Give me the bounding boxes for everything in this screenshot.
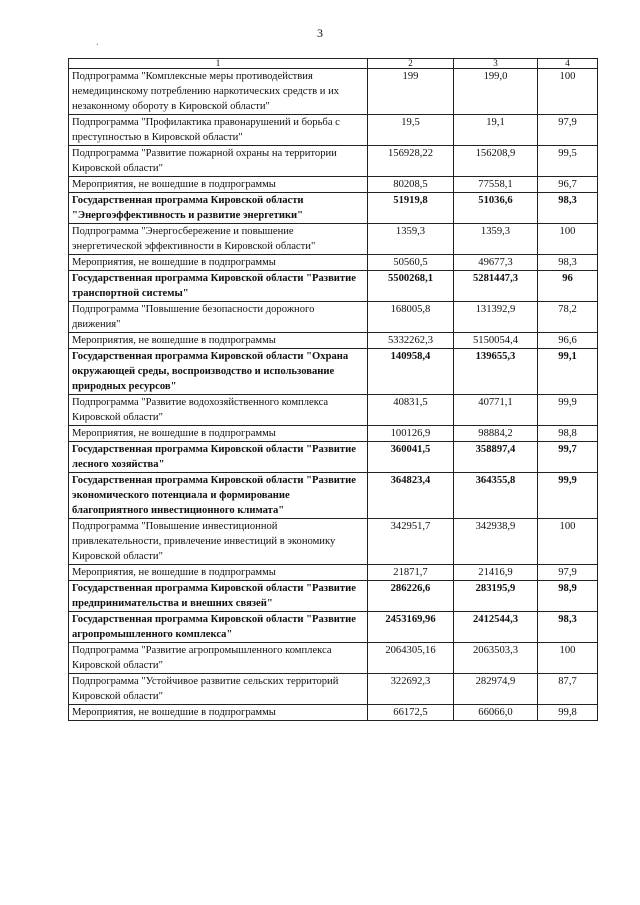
percent-cell: 99,7 (538, 442, 598, 473)
table-row (69, 395, 598, 426)
table-row (69, 271, 598, 302)
table-row (69, 426, 598, 442)
percent-cell: 96,7 (538, 177, 598, 193)
actual-value-cell: 40771,1 (454, 395, 538, 426)
actual-value-cell: 358897,4 (454, 442, 538, 473)
actual-value-cell: 19,1 (454, 115, 538, 146)
actual-value-cell: 342938,9 (454, 519, 538, 565)
percent-cell: 98,3 (538, 193, 598, 224)
table-row (69, 612, 598, 643)
program-name-cell: Подпрограмма "Повышение инвестиционной привлекательности, привлечение инвестиций в экономику Кировской области" (69, 519, 368, 565)
program-name-cell: Мероприятия, не вошедшие в подпрограммы (69, 255, 368, 271)
table-row (69, 224, 598, 255)
program-name-cell: Государственная программа Кировской области "Развитие транспортной системы" (69, 271, 368, 302)
actual-value-cell: 5281447,3 (454, 271, 538, 302)
column-header-3: 3 (454, 59, 538, 69)
table-row (69, 442, 598, 473)
actual-value-cell: 2063503,3 (454, 643, 538, 674)
actual-value-cell: 1359,3 (454, 224, 538, 255)
percent-cell: 100 (538, 519, 598, 565)
planned-value-cell: 322692,3 (368, 674, 454, 705)
table-row (69, 519, 598, 565)
page-number: 3 (317, 26, 323, 40)
planned-value-cell: 21871,7 (368, 565, 454, 581)
planned-value-cell: 100126,9 (368, 426, 454, 442)
actual-value-cell: 98884,2 (454, 426, 538, 442)
planned-value-cell: 2064305,16 (368, 643, 454, 674)
planned-value-cell: 342951,7 (368, 519, 454, 565)
actual-value-cell: 51036,6 (454, 193, 538, 224)
actual-value-cell: 156208,9 (454, 146, 538, 177)
program-name-cell: Мероприятия, не вошедшие в подпрограммы (69, 565, 368, 581)
percent-cell: 99,1 (538, 349, 598, 395)
table-row (69, 705, 598, 721)
table-row (69, 115, 598, 146)
planned-value-cell: 80208,5 (368, 177, 454, 193)
percent-cell: 78,2 (538, 302, 598, 333)
budget-table (68, 58, 598, 721)
percent-cell: 100 (538, 69, 598, 115)
program-name-cell: Подпрограмма "Профилактика правонарушений и борьба с преступностью в Кировской области" (69, 115, 368, 146)
table-row (69, 177, 598, 193)
table-row (69, 333, 598, 349)
program-name-cell: Государственная программа Кировской области "Охрана окружающей среды, воспроизводство и использование природных ресурсов" (69, 349, 368, 395)
planned-value-cell: 199 (368, 69, 454, 115)
column-header-4: 4 (538, 59, 598, 69)
actual-value-cell: 49677,3 (454, 255, 538, 271)
program-name-cell: Подпрограмма "Устойчивое развитие сельских территорий Кировской области" (69, 674, 368, 705)
program-name-cell: Мероприятия, не вошедшие в подпрограммы (69, 177, 368, 193)
program-name-cell: Государственная программа Кировской области "Развитие агропромышленного комплекса" (69, 612, 368, 643)
actual-value-cell: 77558,1 (454, 177, 538, 193)
planned-value-cell: 168005,8 (368, 302, 454, 333)
percent-cell: 98,8 (538, 426, 598, 442)
program-name-cell: Подпрограмма "Развитие агропромышленного комплекса Кировской области" (69, 643, 368, 674)
table-row (69, 473, 598, 519)
percent-cell: 98,3 (538, 612, 598, 643)
percent-cell: 99,9 (538, 473, 598, 519)
planned-value-cell: 2453169,96 (368, 612, 454, 643)
planned-value-cell: 286226,6 (368, 581, 454, 612)
percent-cell: 100 (538, 224, 598, 255)
actual-value-cell: 21416,9 (454, 565, 538, 581)
program-name-cell: Подпрограмма "Развитие водохозяйственного комплекса Кировской области" (69, 395, 368, 426)
planned-value-cell: 40831,5 (368, 395, 454, 426)
actual-value-cell: 139655,3 (454, 349, 538, 395)
planned-value-cell: 156928,22 (368, 146, 454, 177)
table-row (69, 255, 598, 271)
table-row (69, 302, 598, 333)
program-name-cell: Государственная программа Кировской области "Развитие предпринимательства и внешних связей" (69, 581, 368, 612)
scan-dot: . (96, 37, 99, 48)
actual-value-cell: 2412544,3 (454, 612, 538, 643)
table-row (69, 674, 598, 705)
actual-value-cell: 131392,9 (454, 302, 538, 333)
planned-value-cell: 50560,5 (368, 255, 454, 271)
actual-value-cell: 66066,0 (454, 705, 538, 721)
planned-value-cell: 1359,3 (368, 224, 454, 255)
program-name-cell: Мероприятия, не вошедшие в подпрограммы (69, 333, 368, 349)
table-row (69, 193, 598, 224)
planned-value-cell: 360041,5 (368, 442, 454, 473)
table-row (69, 565, 598, 581)
program-name-cell: Государственная программа Кировской области "Развитие экономического потенциала и формирование благоприятного инвестиционного климата" (69, 473, 368, 519)
column-header-2: 2 (368, 59, 454, 69)
table-row (69, 349, 598, 395)
actual-value-cell: 199,0 (454, 69, 538, 115)
table-row (69, 69, 598, 115)
percent-cell: 98,3 (538, 255, 598, 271)
program-name-cell: Подпрограмма "Комплексные меры противодействия немедицинскому потреблению наркотических средств и их незаконному обороту в Кировской области" (69, 69, 368, 115)
percent-cell: 87,7 (538, 674, 598, 705)
percent-cell: 99,9 (538, 395, 598, 426)
percent-cell: 99,5 (538, 146, 598, 177)
planned-value-cell: 66172,5 (368, 705, 454, 721)
actual-value-cell: 282974,9 (454, 674, 538, 705)
planned-value-cell: 364823,4 (368, 473, 454, 519)
program-name-cell: Государственная программа Кировской области "Развитие лесного хозяйства" (69, 442, 368, 473)
program-name-cell: Мероприятия, не вошедшие в подпрограммы (69, 705, 368, 721)
actual-value-cell: 5150054,4 (454, 333, 538, 349)
percent-cell: 98,9 (538, 581, 598, 612)
column-header-1: 1 (69, 59, 368, 69)
percent-cell: 96 (538, 271, 598, 302)
percent-cell: 97,9 (538, 565, 598, 581)
program-name-cell: Государственная программа Кировской области "Энергоэффективность и развитие энергетики" (69, 193, 368, 224)
table-row (69, 146, 598, 177)
program-name-cell: Подпрограмма "Энергосбережение и повышение энергетической эффективности в Кировской области" (69, 224, 368, 255)
percent-cell: 96,6 (538, 333, 598, 349)
table-row (69, 643, 598, 674)
program-name-cell: Мероприятия, не вошедшие в подпрограммы (69, 426, 368, 442)
table-row (69, 581, 598, 612)
percent-cell: 100 (538, 643, 598, 674)
percent-cell: 99,8 (538, 705, 598, 721)
percent-cell: 97,9 (538, 115, 598, 146)
planned-value-cell: 19,5 (368, 115, 454, 146)
planned-value-cell: 5500268,1 (368, 271, 454, 302)
actual-value-cell: 283195,9 (454, 581, 538, 612)
program-name-cell: Подпрограмма "Развитие пожарной охраны на территории Кировской области" (69, 146, 368, 177)
program-name-cell: Подпрограмма "Повышение безопасности дорожного движения" (69, 302, 368, 333)
column-number-row (69, 59, 598, 69)
actual-value-cell: 364355,8 (454, 473, 538, 519)
planned-value-cell: 51919,8 (368, 193, 454, 224)
table-body (69, 69, 598, 721)
planned-value-cell: 5332262,3 (368, 333, 454, 349)
planned-value-cell: 140958,4 (368, 349, 454, 395)
